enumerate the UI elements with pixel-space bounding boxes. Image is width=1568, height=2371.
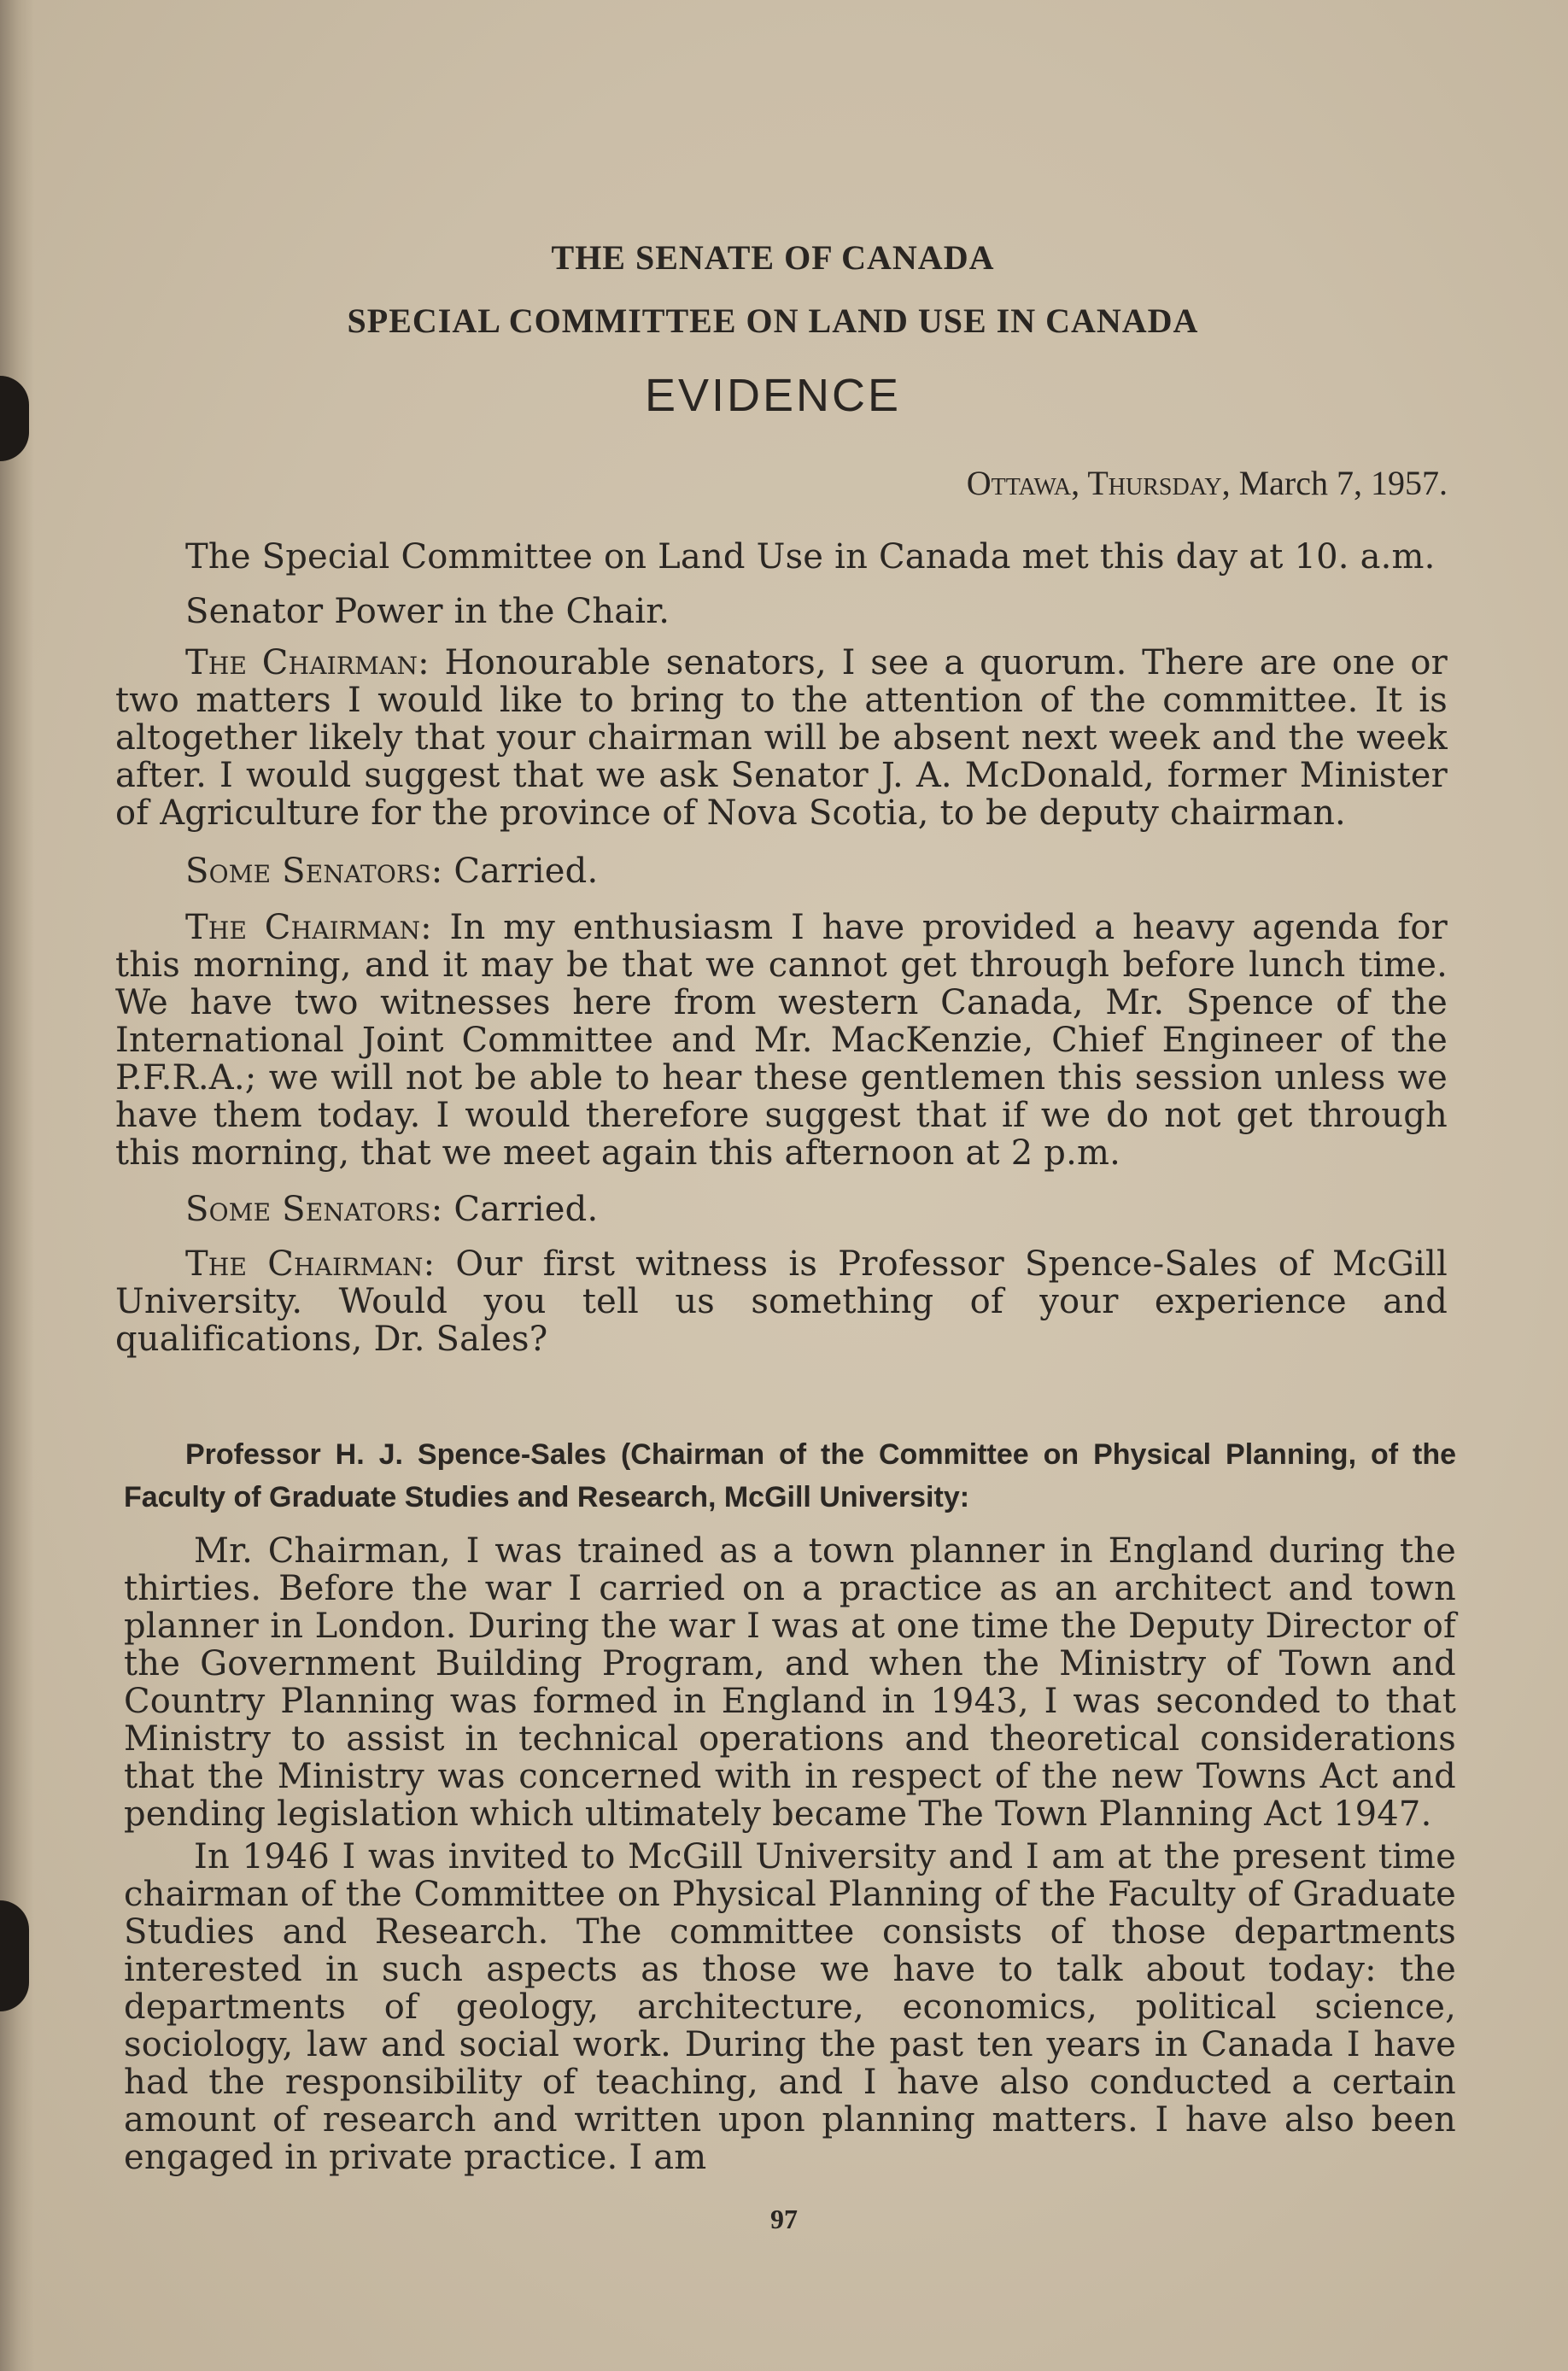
speaker-label: The Chairman: xyxy=(185,908,432,947)
speaker-label: The Chairman: xyxy=(185,1244,436,1284)
dateline xyxy=(115,463,1465,503)
exchange-paragraph xyxy=(115,1245,1448,1358)
exchange-text: Carried. xyxy=(453,852,599,891)
meeting-notice: The Special Committee on Land Use in Canada met this day at 10. a.m. xyxy=(185,537,1436,577)
binding-hole-bottom xyxy=(0,1900,29,2011)
exchange-text: Carried. xyxy=(453,1190,599,1229)
exchange-paragraph xyxy=(115,644,1448,832)
speaker-label: Some Senators: xyxy=(185,852,443,891)
exchange-paragraph xyxy=(115,1191,1448,1228)
testimony-paragraph: Mr. Chairman, I was trained as a town planner in England during the thirties. Before the war I carried on a practice as an architect and town planner in London. During the war I was at one time the Deputy Director of the Government Building Program, and when the Ministry of Town and Country Planning was formed in England in 1943, I was seconded to that Ministry to assist in technical operations and theoretical considerations that the Ministry was concerned with in respect of the new Towns Act and pending legislation which ultimately became The Town Planning Act 1947. xyxy=(124,1531,1456,1834)
committee-heading: SPECIAL COMMITTEE ON LAND USE IN CANADA xyxy=(347,301,1199,340)
senate-heading: THE SENATE OF CANADA xyxy=(551,238,995,277)
chair-notice: Senator Power in the Chair. xyxy=(185,592,670,631)
exchange-paragraph xyxy=(115,852,1448,890)
page-number: 97 xyxy=(770,2204,798,2234)
dateline-date: March 7, 1957. xyxy=(1238,464,1448,502)
witness-heading: Professor H. J. Spence-Sales (Chairman of the Committee on Physical Planning, of the Faculty of Graduate Studies and Research, McGill University: xyxy=(124,1438,1456,1513)
testimony-paragraph: In 1946 I was invited to McGill University and I am at the present time chairman of the Committee on Physical Planning of the Faculty of Graduate Studies and Research. The committee consists of those departments interested in such aspects as those we have to talk about today: the departments of geology, architecture, economics, political science, sociology, law and social work. During the past ten years in Canada I have had the responsibility of teaching, and I have also conducted a certain amount of research and written upon planning matters. I have also been engaged in private practice. I am xyxy=(124,1837,1456,2177)
dateline-place-day: Ottawa, Thursday, xyxy=(966,464,1231,502)
exchange-text: Our first witness is Professor Spence-Sales of McGill University. Would you tell us something of your experience and qualifications, Dr. Sales? xyxy=(115,1244,1448,1359)
exchange-text: Honourable senators, I see a quorum. There are one or two matters I would like to bring to the attention of the committee. It is altogether likely that your chairman will be absent next week and the week after. I would suggest that we ask Senator J. A. McDonald, former Minister of Agriculture for the province of Nova Scotia, to be deputy chairman. xyxy=(115,643,1448,833)
exchange-text: In my enthusiasm I have provided a heavy agenda for this morning, and it may be that we cannot get through before lunch time. We have two witnesses here from western Canada, Mr. Spence of the International Joint Committee and Mr. MacKenzie, Chief Engineer of the P.F.R.A.; we will not be able to hear these gentlemen this session unless we have them today. I would therefore suggest that if we do not get through this morning, that we meet again this afternoon at 2 p.m. xyxy=(115,908,1448,1173)
exchange-paragraph xyxy=(115,909,1448,1172)
page-spine xyxy=(0,0,34,2371)
speaker-label: Some Senators: xyxy=(185,1190,443,1229)
speaker-label: The Chairman: xyxy=(185,643,430,682)
evidence-heading: EVIDENCE xyxy=(644,370,902,421)
